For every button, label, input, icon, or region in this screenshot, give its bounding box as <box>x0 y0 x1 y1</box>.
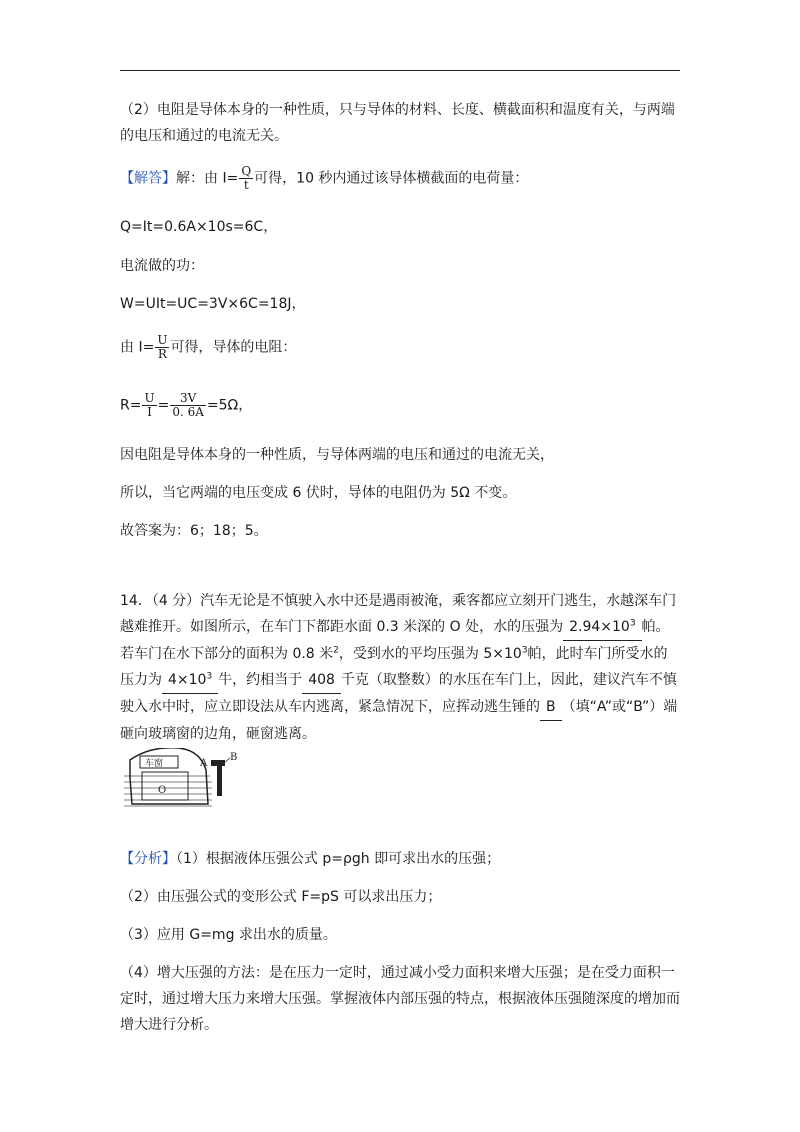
equals-sign: = <box>157 397 170 414</box>
solution-line-6 <box>120 392 680 419</box>
answer-blank-3 <box>302 667 341 694</box>
fraction-u-over-i <box>142 392 156 419</box>
solution-line-8: 所以，当它两端的电压变成 6 伏时，导体的电阻仍为 5Ω 不变。 <box>120 485 517 501</box>
solution-tag: 【解答】 <box>120 170 176 187</box>
fraction-denominator: 0. 6A <box>172 405 204 419</box>
solution-line-5-tail: 可得，导体的电阻： <box>170 339 297 356</box>
q14-text-6: 千克（取整数）的水压在车门上，因此，建议汽车不慎驶入水中时，应立即设法从车内逃离，紧急情况下，应挥动逃生锤的 <box>120 672 677 715</box>
answer-2-exponent: 3 <box>206 671 213 682</box>
section-2-paragraph: （2）电阻是导体本身的一种性质，只与导体的材料、长度、横截面积和温度有关，与两端的电压和通过的电流无关。 <box>120 102 675 144</box>
solution-line-7: 因电阻是导体本身的一种性质，与导体两端的电压和通过的电流无关， <box>120 447 554 463</box>
solution-line-4: W=UIt=UC=3V×6C=18J， <box>120 296 306 312</box>
solution-line-1 <box>120 165 680 192</box>
answer-2: 4×10 <box>168 672 207 688</box>
solution-line-6-tail: =5Ω， <box>206 397 253 414</box>
solution-line-1-tail: 可得，10 秒内通过该导体横截面的电荷量： <box>254 170 529 187</box>
solution-intro: 解：由 I= <box>176 170 239 187</box>
answer-blank-1 <box>563 614 641 641</box>
fraction-q-over-t <box>239 165 253 192</box>
answer-3: 408 <box>308 672 335 688</box>
car-in-water-figure <box>120 748 240 810</box>
answer-blank-4 <box>540 694 562 721</box>
fraction-u-over-r <box>155 334 169 361</box>
answer-4: B <box>546 699 556 715</box>
q14-text-7: （填“A”或“B”）端砸向玻璃窗的边角，砸窗逃离。 <box>120 699 678 742</box>
answer-1-exponent: 3 <box>629 618 636 629</box>
solution-line-2: Q=It=0.6A×10s=6C， <box>120 219 278 235</box>
q14-text-3: ，受到水的平均压强为 5×10 <box>338 646 522 662</box>
analysis-line-2: （2）由压强公式的变形公式 F=pS 可以求出压力； <box>120 889 442 905</box>
analysis-text-1: （1）根据液体压强公式 p=ρgh 即可求出水的压强； <box>176 851 501 867</box>
fraction-denominator: t <box>243 178 249 192</box>
point-o-label: O <box>158 785 167 796</box>
escape-hammer-icon <box>211 760 225 796</box>
q14-text-1: 14．（4 分）汽车无论是不慎驶入水中还是遇雨被淹，乘客都应立刻开门逃生，水越深车门越难推开。如图所示，在车门下都距水面 0.3 米深的 O 处，水的压强为 <box>120 593 677 635</box>
answer-1: 2.94×10 <box>569 619 630 635</box>
solution-line-5-head: 由 I= <box>120 339 155 356</box>
area-exponent: 2 <box>333 645 339 656</box>
solution-line-6-head: R= <box>120 397 142 414</box>
fraction-numerator: 3V <box>170 392 206 406</box>
analysis-line-4: （4）增大压强的方法：是在压力一定时，通过减小受力面积来增大压强；是在受力面积一定时，通过增大压力来增大压强。掌握液体内部压强的特点，根据液体压强随深度的增加而增大进行分析。 <box>120 965 680 1033</box>
section-2-text <box>120 97 680 149</box>
fraction-denominator: R <box>157 347 167 361</box>
fraction-denominator: I <box>147 405 152 419</box>
solution-line-9: 故答案为：6；18；5。 <box>120 523 268 539</box>
header-rule <box>120 70 680 71</box>
fraction-numerator: Q <box>241 164 252 178</box>
fraction-numerator: U <box>157 333 168 347</box>
analysis-tag: 【分析】 <box>120 851 176 867</box>
pressure-exponent: 3 <box>521 645 528 656</box>
hammer-end-b-label: B <box>230 752 238 763</box>
hammer-end-a-label: A <box>200 758 208 769</box>
q14-text-5: 牛，约相当于 <box>218 672 303 688</box>
analysis-line-1 <box>120 848 680 870</box>
solution-line-5 <box>120 334 680 361</box>
question-14 <box>120 588 680 747</box>
analysis-line-3: （3）应用 G=mg 求出水的质量。 <box>120 927 337 943</box>
window-label: 车窗 <box>145 759 164 769</box>
fraction-numerator: U <box>144 391 155 405</box>
q14-text-4: 帕，此时车门所受水的压力为 <box>120 646 668 688</box>
answer-blank-2 <box>162 667 218 694</box>
solution-line-3: 电流做的功： <box>120 258 204 274</box>
q14-text-2: 帕。若车门在水下部分的面积为 0.8 米 <box>120 619 670 662</box>
water-hatching <box>124 776 212 806</box>
fraction-3v-over-06a <box>170 392 206 419</box>
